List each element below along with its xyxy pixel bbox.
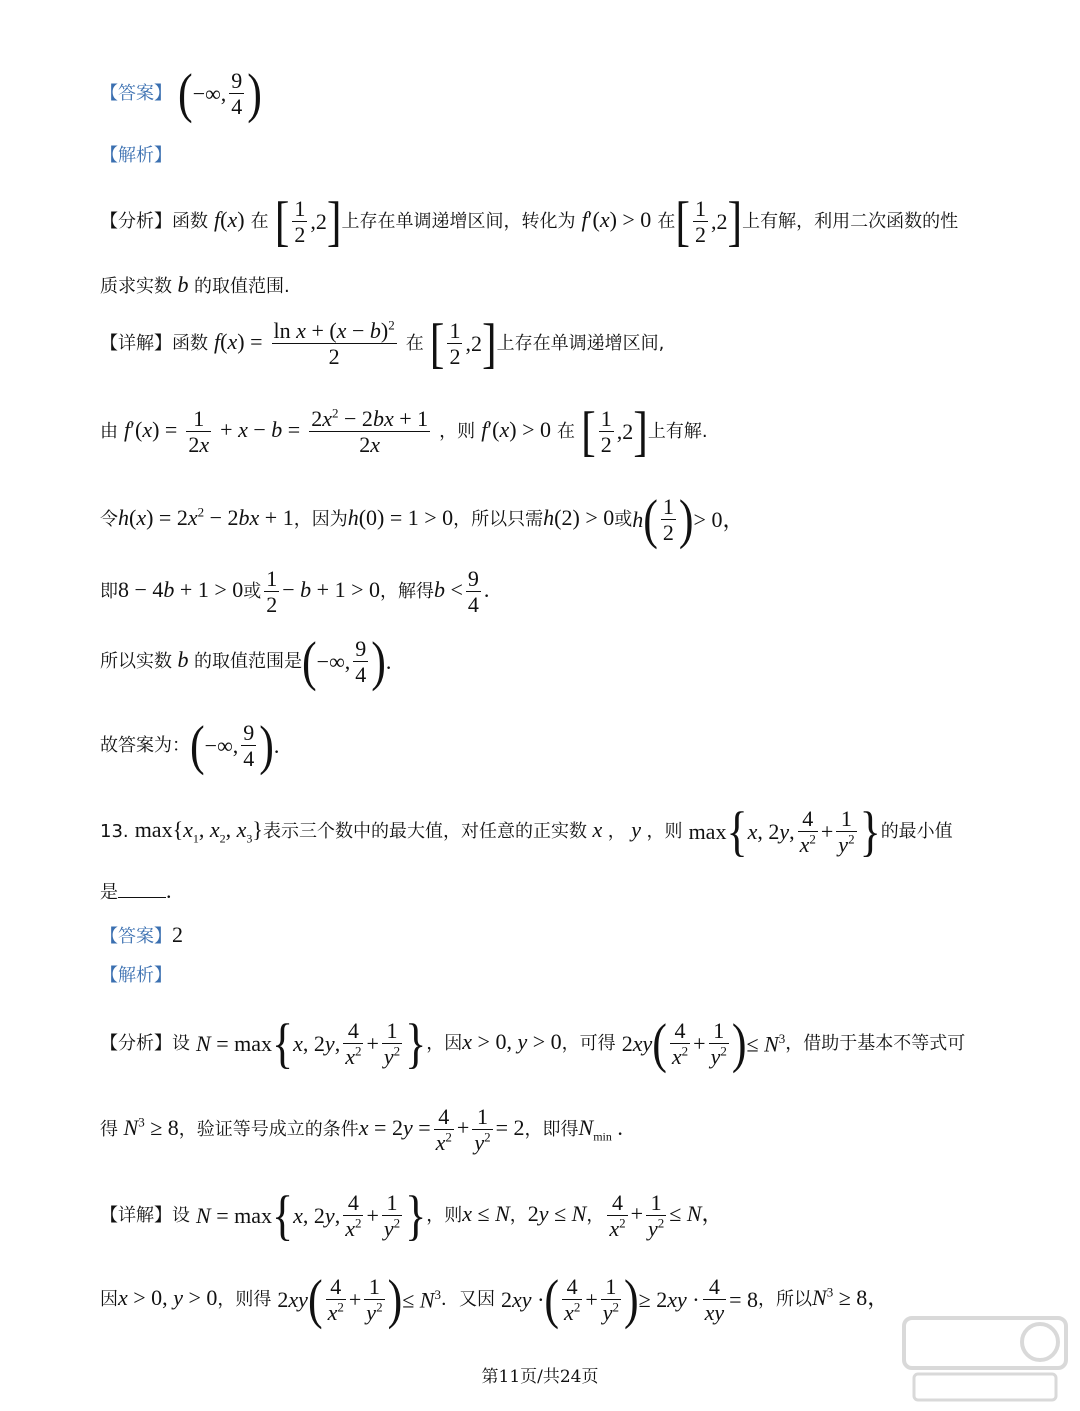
q13-stem-line1: 13. $\max\{x_1$, $x_2$, $x_3$}表示三个数中的最大值，对任意的正实数 x ， y ，则 max { x, 2y, $\frac{4}{x^2}$ + $\frac{1}{y^2}$ } 的最小值 bbox=[100, 800, 953, 862]
text: 得 bbox=[100, 1118, 118, 1140]
q12-explain-line bbox=[100, 146, 172, 165]
text: 表示三个数中的最大值，对任意的正实数 bbox=[262, 820, 587, 842]
analysis-tag: 【分析】 bbox=[100, 1032, 172, 1054]
text: 上存在单调递增区间，转化为 bbox=[341, 210, 576, 232]
text: ，则 bbox=[426, 1204, 463, 1226]
text: ， bbox=[607, 820, 626, 842]
explain-tag: 【解析】 bbox=[100, 965, 172, 986]
text: ，则 bbox=[439, 420, 476, 442]
text: 在 bbox=[657, 210, 676, 232]
answer-blank bbox=[118, 881, 166, 898]
text: ，因为 bbox=[293, 508, 348, 530]
text: 上有解，利用二次函数的性 bbox=[742, 210, 959, 232]
q12-detail-line4: 即8 − 4b + 1 > 0或 $\frac{1}{2}$ − b + 1 > 0，解得b < $\frac{9}{4}$ . bbox=[100, 566, 490, 618]
text: 在 bbox=[405, 332, 424, 354]
q12-analysis-line2: 质求实数 b 的取值范围. bbox=[100, 272, 290, 297]
text: 因 bbox=[100, 1288, 118, 1310]
q12-analysis-line1: 【分析】函数 f(x) 在 [ $\frac{1}{2}$ ,2 ] 上存在单调递增区间，转化为 f′(x) > 0 在 [ $\frac{1}{2}$ ,2 ] 上有解，利用二次函数的性 bbox=[100, 190, 959, 252]
text: 设 bbox=[172, 1204, 190, 1226]
q13-explain-line bbox=[100, 966, 172, 985]
q13-answer-line bbox=[100, 924, 183, 946]
text: ，所以只需 bbox=[453, 508, 544, 530]
text: 设 bbox=[172, 1032, 190, 1054]
text: 即 bbox=[100, 580, 118, 602]
q12-detail-line3: 令$h(x) = 2x^2 - 2bx + 1$，因为h(0) = 1 > 0，所以只需h(2) > 0或 h ( $\frac{1}{2}$ ) > 0， bbox=[100, 488, 745, 550]
q12-detail-line2: 由 f′(x) = $\frac{1}{2x}$ + x − b = $\frac{2x^2 - 2bx + 1}{2x}$ ，则 f′(x) > 0 在 [ $\frac{1}{2}$ ,2 ] 上有解. bbox=[100, 400, 708, 462]
question-number: 13. bbox=[100, 820, 129, 842]
text: 是 bbox=[100, 882, 118, 903]
q13-analysis-line1: 【分析】设 N = max { x, 2y, $\frac{4}{x^2}$ + $\frac{1}{y^2}$ } ，因x > 0, y > 0，可得 2xy ( $\frac{4}{x^2}$ + $\frac{1}{y^2}$ ) ≤ $N^3$ ，借助于基本不等式可 bbox=[100, 1012, 966, 1074]
text: ， bbox=[586, 1204, 605, 1226]
text: 上有解. bbox=[647, 420, 708, 442]
text: ，则 bbox=[646, 820, 683, 842]
q13-analysis-line2: 得 $N^3 \ge 8$，验证等号成立的条件x = 2y = $\frac{4}{x^2}$ + $\frac{1}{y^2}$ = 2，即得$N_{min}$ . bbox=[100, 1104, 623, 1156]
answer-tag: 【答案】 bbox=[100, 926, 172, 947]
text: 的取值范围. bbox=[194, 276, 290, 297]
watermark-logo-icon bbox=[900, 1310, 1070, 1406]
answer-tag: 【答案】 bbox=[100, 82, 172, 104]
text: ，所以 bbox=[758, 1288, 813, 1310]
text: 令 bbox=[100, 508, 118, 530]
text: ．又因 bbox=[440, 1288, 495, 1310]
text: 函数 bbox=[172, 332, 208, 354]
q12-answer-line bbox=[100, 62, 262, 124]
detail-tag: 【详解】 bbox=[100, 332, 172, 354]
q12-detail-line1: 【详解】函数 f(x) = $\frac{\ln x + (x - b)^2}{2}$ 在 [ $\frac{1}{2}$ ,2 ] 上存在单调递增区间, bbox=[100, 312, 665, 374]
analysis-tag: 【分析】 bbox=[100, 210, 172, 232]
text: 或 bbox=[243, 580, 262, 602]
text: ，借助于基本不等式可 bbox=[785, 1032, 966, 1054]
text: ，解得 bbox=[380, 580, 434, 602]
text: 在 bbox=[557, 420, 576, 442]
text: 的取值范围是 bbox=[194, 650, 302, 672]
text: ，因 bbox=[426, 1032, 463, 1054]
q13-answer-value: 2 bbox=[172, 922, 183, 947]
text: 上存在单调递增区间, bbox=[496, 332, 665, 354]
text: 的最小值 bbox=[880, 820, 953, 842]
text: 所以实数 bbox=[100, 650, 172, 672]
q13-stem-line2: 是 . bbox=[100, 878, 172, 903]
text: 在 bbox=[250, 210, 269, 232]
detail-tag: 【详解】 bbox=[100, 1204, 172, 1226]
page-footer: 第11页/共24页 bbox=[481, 1367, 599, 1387]
q12-detail-line6: 故答案为： ( −∞, $\frac{9}{4}$ ) . bbox=[100, 714, 280, 776]
text: 由 bbox=[100, 420, 118, 442]
text: 质求实数 bbox=[100, 276, 172, 297]
q13-detail-line2: 因x > 0, y > 0，则得 2xy ( $\frac{4}{x^2}$ + $\frac{1}{y^2}$ ) ≤ $N^3$ ．又因 2xy · ( $\frac{4}{x^2}$ + $\frac{1}{y^2}$ ) ≥ 2xy · $\frac{4}{xy}$ = 8 ，所以$N^3 \ge 8$， bbox=[100, 1268, 890, 1330]
text: 故答案为： bbox=[100, 734, 190, 756]
text: ，即得 bbox=[524, 1118, 579, 1140]
q12-detail-line5: 所以实数 b 的取值范围是 ( −∞, $\frac{9}{4}$ ) . bbox=[100, 630, 392, 692]
text: 或 bbox=[614, 508, 633, 530]
q13-detail-line1: 【详解】设 N = max { x, 2y, $\frac{4}{x^2}$ + $\frac{1}{y^2}$ } ，则x ≤ N，2y ≤ N， $\frac{4}{x^2}$ + $\frac{1}{y^2}$ ≤ N， bbox=[100, 1184, 724, 1246]
q12-answer-interval: ( −∞, $\frac{9}{4}$ ) bbox=[178, 62, 262, 124]
text: ， bbox=[509, 1204, 528, 1226]
text: ，则得 bbox=[217, 1288, 272, 1310]
text: ，可得 bbox=[561, 1032, 616, 1054]
explain-tag: 【解析】 bbox=[100, 145, 172, 166]
text: ，验证等号成立的条件 bbox=[178, 1118, 359, 1140]
text: 函数 bbox=[172, 210, 208, 232]
